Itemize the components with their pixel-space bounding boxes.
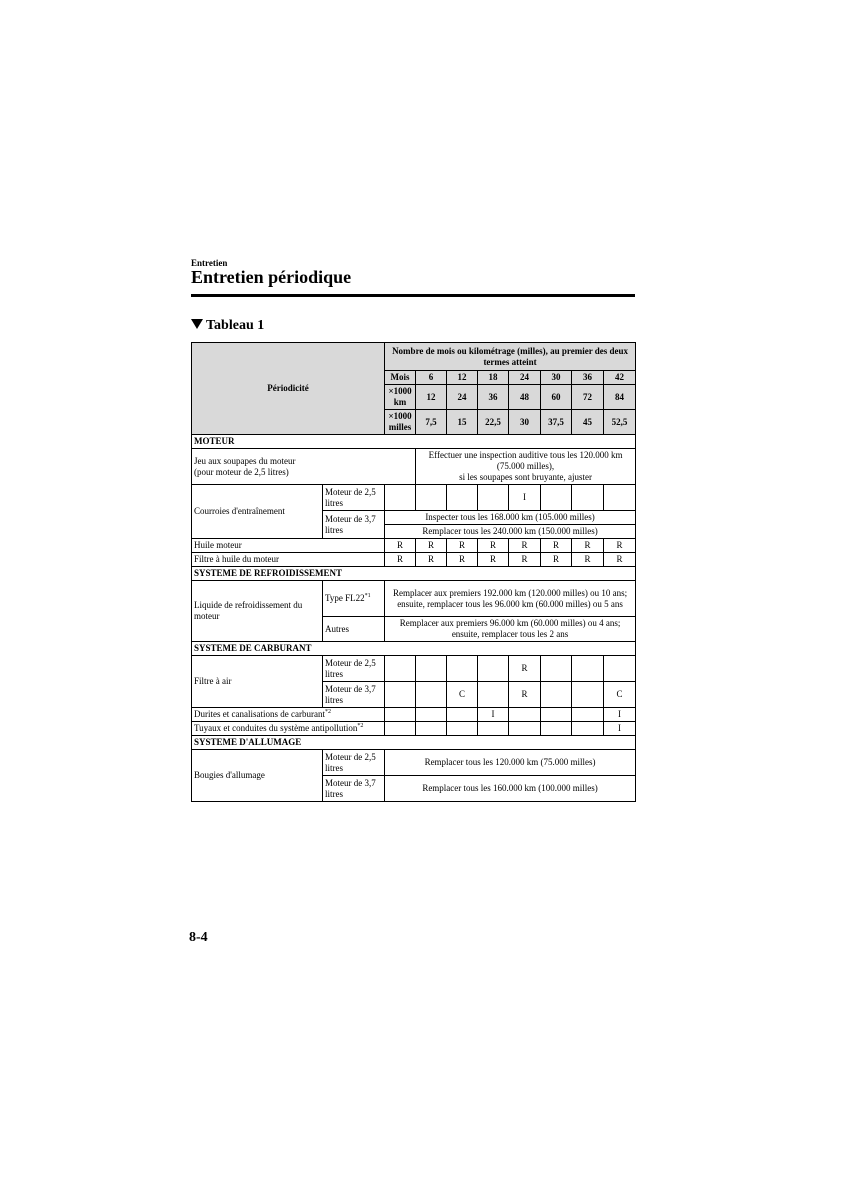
triangle-down-icon: [191, 319, 203, 329]
section-refroidissement: SYSTEME DE REFROIDISSEMENT: [192, 567, 636, 581]
section-allumage: SYSTEME D'ALLUMAGE: [192, 736, 636, 750]
section-label: Entretien: [191, 258, 228, 268]
page-number: 8-4: [189, 930, 208, 945]
table-row-courroies-37a: Moteur de 3,7 litres Inspecter tous les 168.000 km (105.000 milles): [192, 511, 636, 525]
table-row-durites: Durites et canalisations de carburant$^{*2}$ I I: [192, 708, 636, 722]
page-title: Entretien périodique: [191, 267, 352, 287]
table-row-liquide-fl22: Liquide de refroidissement du moteur Type FL22$^{*1}$ Remplacer aux premiers 192.000 km (120.000 milles) ou 10 ans; ensuite, remplacer tous les 96.000 km (60.000 milles) ou 5 ans: [192, 581, 636, 617]
header-row-km: ×1000 km 12 24 36 48 60 72 84: [192, 385, 636, 410]
table-row-courroies-37b: Remplacer tous les 240.000 km (150.000 milles): [192, 525, 636, 539]
table-row-liquide-autres: Autres Remplacer aux premiers 96.000 km (60.000 milles) ou 4 ans; ensuite, remplacer tous les 2 ans: [192, 617, 636, 642]
table-heading: [191, 318, 264, 334]
table-row-bougies-25: Bougies d'allumage Moteur de 2,5 litres Remplacer tous les 120.000 km (75.000 milles): [192, 750, 636, 776]
header-row-miles: ×1000 milles 7,5 15 22,5 30 37,5 45 52,5: [192, 410, 636, 435]
periodicity-cell: Périodicité: [192, 343, 385, 435]
section-moteur: MOTEUR: [192, 435, 636, 449]
table-row-filtre-huile: Filtre à huile du moteur R R R R R R R R: [192, 553, 636, 567]
title-rule: [191, 294, 635, 297]
header-row-months: Mois 6 12 18 24 30 36 42: [192, 371, 636, 385]
table-row-huile: Huile moteur R R R R R R R R: [192, 539, 636, 553]
courroies-label: Courroies d'entraînement: [192, 485, 323, 539]
periodicity-header: Nombre de mois ou kilométrage (milles), au premier des deux termes atteint: [385, 343, 636, 371]
liquide-label: Liquide de refroidissement du moteur: [192, 581, 323, 642]
table-row-bougies-37: Moteur de 3,7 litres Remplacer tous les 160.000 km (100.000 milles): [192, 776, 636, 802]
filtre-air-label: Filtre à air: [192, 656, 323, 708]
bougies-label: Bougies d'allumage: [192, 750, 323, 802]
section-carburant: SYSTEME DE CARBURANT: [192, 642, 636, 656]
table-row-courroies-25: Courroies d'entraînement Moteur de 2,5 litres I: [192, 485, 636, 511]
table-heading-text: Tableau 1: [206, 318, 265, 333]
table-row-jeu-soupapes: Jeu aux soupapes du moteur (pour moteur de 2,5 litres) Effectuer une inspection auditive tous les 120.000 km (75.000 milles), si les soupapes sont bruyante, ajuster: [192, 449, 636, 485]
table-row-filtre-air-25: Filtre à air Moteur de 2,5 litres R: [192, 656, 636, 682]
table-row-filtre-air-37: Moteur de 3,7 litres C R C: [192, 682, 636, 708]
maintenance-table: [191, 342, 636, 802]
table-row-tuyaux: Tuyaux et conduites du système antipollution$^{*2}$ I: [192, 722, 636, 736]
